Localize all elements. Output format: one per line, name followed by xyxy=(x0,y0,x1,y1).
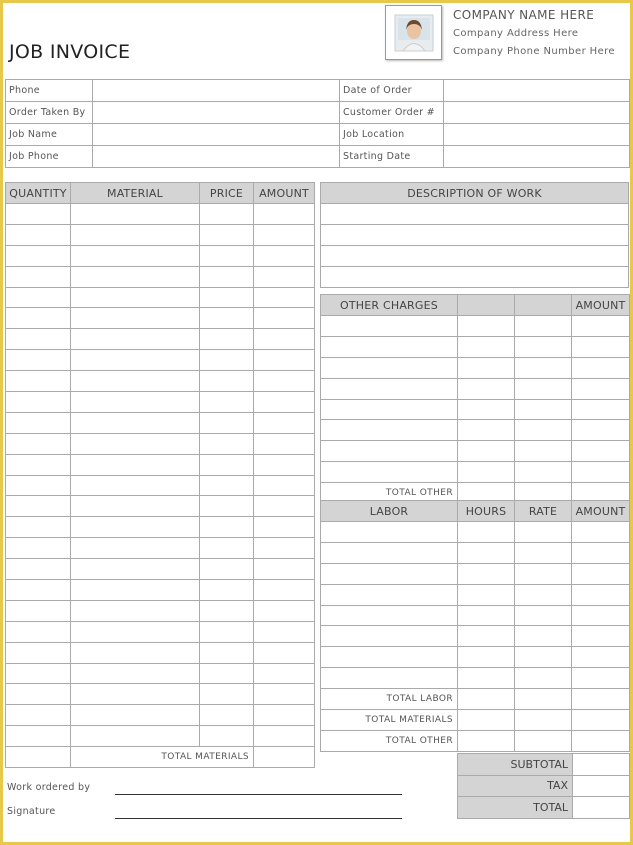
table-row xyxy=(6,600,315,621)
subtotal-field[interactable] xyxy=(573,754,630,776)
table-cell[interactable] xyxy=(71,350,200,371)
table-cell[interactable] xyxy=(515,420,572,441)
table-cell[interactable] xyxy=(71,266,200,287)
date-of-order-field[interactable] xyxy=(444,80,630,102)
subtotal-row xyxy=(458,754,630,776)
table-cell[interactable] xyxy=(71,204,200,225)
table-cell[interactable] xyxy=(200,350,254,371)
table-cell[interactable] xyxy=(71,621,200,642)
table-cell[interactable] xyxy=(321,462,458,483)
table-row xyxy=(321,626,630,647)
table-cell[interactable] xyxy=(71,496,200,517)
table-cell[interactable] xyxy=(458,542,515,563)
table-cell[interactable] xyxy=(254,287,315,308)
table-cell[interactable] xyxy=(458,626,515,647)
table-row xyxy=(321,245,629,266)
table-row xyxy=(321,266,629,287)
table-row xyxy=(6,287,315,308)
table-cell[interactable] xyxy=(515,441,572,462)
table-cell[interactable] xyxy=(321,647,458,668)
labor-body xyxy=(321,522,630,689)
table-cell[interactable] xyxy=(254,245,315,266)
table-cell[interactable] xyxy=(200,538,254,559)
info-label: Date of Order xyxy=(340,80,444,102)
table-cell[interactable] xyxy=(321,378,458,399)
table-cell[interactable] xyxy=(572,378,630,399)
table-row xyxy=(6,329,315,350)
table-cell[interactable] xyxy=(6,224,71,245)
table-cell[interactable] xyxy=(254,475,315,496)
table-cell[interactable] xyxy=(200,705,254,726)
table-cell[interactable] xyxy=(200,266,254,287)
table-cell[interactable] xyxy=(6,538,71,559)
table-cell[interactable] xyxy=(572,522,630,543)
tax-row xyxy=(458,775,630,797)
table-cell[interactable] xyxy=(321,357,458,378)
table-cell[interactable] xyxy=(254,600,315,621)
description-header: DESCRIPTION OF WORK xyxy=(321,183,629,204)
total-label: TOTAL xyxy=(458,797,573,819)
table-cell[interactable] xyxy=(458,647,515,668)
total-labor-field[interactable] xyxy=(572,689,630,710)
work-ordered-line[interactable] xyxy=(115,794,402,795)
table-cell[interactable] xyxy=(321,626,458,647)
table-cell[interactable] xyxy=(254,308,315,329)
table-cell[interactable] xyxy=(71,684,200,705)
other-charges-blank-header xyxy=(515,295,572,316)
table-row xyxy=(6,454,315,475)
table-cell[interactable] xyxy=(321,316,458,337)
table-cell[interactable] xyxy=(200,663,254,684)
table-cell[interactable] xyxy=(515,647,572,668)
table-cell[interactable] xyxy=(321,266,629,287)
table-cell[interactable] xyxy=(254,266,315,287)
table-row xyxy=(321,399,630,420)
table-cell[interactable] xyxy=(254,663,315,684)
table-row xyxy=(6,371,315,392)
table-cell[interactable] xyxy=(254,412,315,433)
materials-body xyxy=(6,204,315,747)
table-cell[interactable] xyxy=(572,668,630,689)
total-labor-label: TOTAL LABOR xyxy=(321,689,458,710)
table-cell[interactable] xyxy=(6,454,71,475)
table-cell[interactable] xyxy=(200,433,254,454)
table-cell[interactable] xyxy=(321,245,629,266)
table-cell[interactable] xyxy=(572,584,630,605)
amount-header: AMOUNT xyxy=(572,501,630,522)
totals-table xyxy=(457,753,630,819)
table-cell[interactable] xyxy=(515,462,572,483)
summary-other-label: TOTAL OTHER xyxy=(321,730,458,751)
table-cell[interactable] xyxy=(200,245,254,266)
table-row xyxy=(321,420,630,441)
description-header-row xyxy=(321,183,629,204)
table-row xyxy=(321,542,630,563)
table-cell[interactable] xyxy=(6,496,71,517)
summary-materials-row xyxy=(321,710,630,731)
table-cell[interactable] xyxy=(321,584,458,605)
table-cell[interactable] xyxy=(71,475,200,496)
table-cell[interactable] xyxy=(6,371,71,392)
materials-header-row xyxy=(6,183,315,204)
person-photo-icon xyxy=(394,14,434,52)
table-row xyxy=(321,224,629,245)
table-cell[interactable] xyxy=(321,336,458,357)
table-cell[interactable] xyxy=(71,559,200,580)
hours-header: HOURS xyxy=(458,501,515,522)
table-cell[interactable] xyxy=(458,316,515,337)
signature-line[interactable] xyxy=(115,818,402,819)
table-cell[interactable] xyxy=(6,392,71,413)
table-cell[interactable] xyxy=(458,399,515,420)
table-cell[interactable] xyxy=(71,371,200,392)
table-cell[interactable] xyxy=(200,412,254,433)
table-cell[interactable] xyxy=(6,204,71,225)
table-row xyxy=(6,475,315,496)
table-row xyxy=(6,308,315,329)
total-materials-field[interactable] xyxy=(254,747,315,768)
summary-materials-label: TOTAL MATERIALS xyxy=(321,710,458,731)
table-cell[interactable] xyxy=(71,412,200,433)
table-row xyxy=(6,266,315,287)
table-row xyxy=(321,336,630,357)
table-cell[interactable] xyxy=(200,224,254,245)
table-cell[interactable] xyxy=(6,287,71,308)
table-cell[interactable] xyxy=(458,336,515,357)
table-row xyxy=(321,584,630,605)
table-cell[interactable] xyxy=(515,357,572,378)
description-table xyxy=(320,182,629,288)
table-cell[interactable] xyxy=(572,563,630,584)
signature-label: Signature xyxy=(7,806,56,817)
table-cell[interactable] xyxy=(321,224,629,245)
table-row xyxy=(321,462,630,483)
table-row xyxy=(6,517,315,538)
table-row xyxy=(6,392,315,413)
material-header: MATERIAL xyxy=(71,183,200,204)
info-row xyxy=(6,80,630,102)
company-address: Company Address Here xyxy=(453,28,579,39)
table-cell[interactable] xyxy=(71,287,200,308)
table-cell[interactable] xyxy=(6,621,71,642)
info-label: Starting Date xyxy=(340,146,444,168)
job-location-field[interactable] xyxy=(444,124,630,146)
table-cell[interactable] xyxy=(572,647,630,668)
info-row xyxy=(6,102,630,124)
table-row xyxy=(6,538,315,559)
table-cell[interactable] xyxy=(6,663,71,684)
table-row xyxy=(321,522,630,543)
table-cell[interactable] xyxy=(6,266,71,287)
table-cell[interactable] xyxy=(6,350,71,371)
table-cell[interactable] xyxy=(321,420,458,441)
table-cell[interactable] xyxy=(321,204,629,225)
table-cell[interactable] xyxy=(458,420,515,441)
table-cell[interactable] xyxy=(6,559,71,580)
table-cell[interactable] xyxy=(458,584,515,605)
table-cell[interactable] xyxy=(200,392,254,413)
table-cell[interactable] xyxy=(572,626,630,647)
table-cell[interactable] xyxy=(515,584,572,605)
info-row xyxy=(6,146,630,168)
table-cell[interactable] xyxy=(6,308,71,329)
table-cell[interactable] xyxy=(572,399,630,420)
table-cell[interactable] xyxy=(6,684,71,705)
table-cell[interactable] xyxy=(200,517,254,538)
table-cell[interactable] xyxy=(254,517,315,538)
table-cell[interactable] xyxy=(254,684,315,705)
table-cell[interactable] xyxy=(515,378,572,399)
table-cell[interactable] xyxy=(321,542,458,563)
table-row xyxy=(6,496,315,517)
table-cell[interactable] xyxy=(254,580,315,601)
labor-header: LABOR xyxy=(321,501,458,522)
table-cell[interactable] xyxy=(458,522,515,543)
table-row xyxy=(6,412,315,433)
table-cell[interactable] xyxy=(200,642,254,663)
table-cell[interactable] xyxy=(572,542,630,563)
table-cell[interactable] xyxy=(6,600,71,621)
table-row xyxy=(321,605,630,626)
labor-header-row xyxy=(321,501,630,522)
amount-header: AMOUNT xyxy=(254,183,315,204)
table-cell[interactable] xyxy=(254,224,315,245)
table-cell[interactable] xyxy=(71,600,200,621)
table-cell[interactable] xyxy=(515,399,572,420)
table-cell[interactable] xyxy=(200,726,254,747)
table-cell[interactable] xyxy=(6,726,71,747)
table-cell[interactable] xyxy=(572,441,630,462)
total-materials-label: TOTAL MATERIALS xyxy=(71,747,254,768)
table-row xyxy=(6,224,315,245)
table-row xyxy=(6,245,315,266)
total-row xyxy=(458,797,630,819)
table-row xyxy=(6,642,315,663)
summary-other-row xyxy=(321,730,630,751)
table-cell[interactable] xyxy=(458,378,515,399)
table-cell[interactable] xyxy=(572,605,630,626)
table-cell[interactable] xyxy=(200,454,254,475)
labor-table xyxy=(320,500,630,752)
table-cell[interactable] xyxy=(254,433,315,454)
table-row xyxy=(321,378,630,399)
table-cell[interactable] xyxy=(200,308,254,329)
table-row xyxy=(321,357,630,378)
table-cell[interactable] xyxy=(200,621,254,642)
materials-total-row xyxy=(6,747,315,768)
total-other-label: TOTAL OTHER xyxy=(321,483,458,504)
table-cell[interactable] xyxy=(515,542,572,563)
table-cell[interactable] xyxy=(458,563,515,584)
table-row xyxy=(321,316,630,337)
table-cell[interactable] xyxy=(71,642,200,663)
other-charges-blank-header xyxy=(458,295,515,316)
table-cell[interactable] xyxy=(515,522,572,543)
starting-date-field[interactable] xyxy=(444,146,630,168)
table-cell[interactable] xyxy=(254,559,315,580)
table-cell[interactable] xyxy=(254,621,315,642)
other-charges-header-row xyxy=(321,295,630,316)
materials-table xyxy=(5,182,315,768)
table-cell[interactable] xyxy=(458,462,515,483)
price-header: PRICE xyxy=(200,183,254,204)
table-cell[interactable] xyxy=(321,522,458,543)
table-row xyxy=(6,204,315,225)
table-cell[interactable] xyxy=(321,605,458,626)
quantity-header: QUANTITY xyxy=(6,183,71,204)
table-cell[interactable] xyxy=(572,462,630,483)
table-cell[interactable] xyxy=(254,454,315,475)
table-cell[interactable] xyxy=(458,357,515,378)
table-cell[interactable] xyxy=(254,642,315,663)
table-cell[interactable] xyxy=(71,538,200,559)
amount-header: AMOUNT xyxy=(572,295,630,316)
table-cell[interactable] xyxy=(71,663,200,684)
table-row xyxy=(6,663,315,684)
table-row xyxy=(6,684,315,705)
table-cell[interactable] xyxy=(254,329,315,350)
table-cell[interactable] xyxy=(200,371,254,392)
table-cell[interactable] xyxy=(71,245,200,266)
table-row xyxy=(6,350,315,371)
table-cell[interactable] xyxy=(71,454,200,475)
info-label: Order Taken By xyxy=(6,102,93,124)
table-cell[interactable] xyxy=(321,399,458,420)
phone-field[interactable] xyxy=(93,80,340,102)
table-cell[interactable] xyxy=(254,726,315,747)
table-cell[interactable] xyxy=(515,668,572,689)
table-cell[interactable] xyxy=(71,726,200,747)
total-field[interactable] xyxy=(573,797,630,819)
table-cell[interactable] xyxy=(200,496,254,517)
table-cell[interactable] xyxy=(321,441,458,462)
table-cell[interactable] xyxy=(6,245,71,266)
table-cell[interactable] xyxy=(71,224,200,245)
table-row xyxy=(6,705,315,726)
table-cell[interactable] xyxy=(458,668,515,689)
job-phone-field[interactable] xyxy=(93,146,340,168)
table-cell[interactable] xyxy=(71,392,200,413)
summary-materials-field[interactable] xyxy=(572,710,630,731)
table-row xyxy=(6,621,315,642)
other-charges-header: OTHER CHARGES xyxy=(321,295,458,316)
table-row xyxy=(6,580,315,601)
tax-label: TAX xyxy=(458,775,573,797)
table-cell[interactable] xyxy=(71,329,200,350)
table-cell[interactable] xyxy=(71,705,200,726)
table-cell[interactable] xyxy=(254,705,315,726)
table-cell[interactable] xyxy=(254,204,315,225)
order-taken-by-field[interactable] xyxy=(93,102,340,124)
table-cell[interactable] xyxy=(254,371,315,392)
other-charges-body xyxy=(321,316,630,483)
table-cell[interactable] xyxy=(71,580,200,601)
table-cell[interactable] xyxy=(200,475,254,496)
table-cell[interactable] xyxy=(71,308,200,329)
table-cell[interactable] xyxy=(254,496,315,517)
info-label: Phone xyxy=(6,80,93,102)
description-body xyxy=(321,204,629,288)
table-row xyxy=(6,726,315,747)
info-label: Job Name xyxy=(6,124,93,146)
subtotal-label: SUBTOTAL xyxy=(458,754,573,776)
info-label: Job Phone xyxy=(6,146,93,168)
info-row xyxy=(6,124,630,146)
info-label: Job Location xyxy=(340,124,444,146)
table-cell[interactable] xyxy=(572,420,630,441)
table-cell[interactable] xyxy=(515,336,572,357)
summary-other-field[interactable] xyxy=(572,730,630,751)
table-cell[interactable] xyxy=(71,433,200,454)
work-ordered-label: Work ordered by xyxy=(7,782,91,793)
table-cell[interactable] xyxy=(6,517,71,538)
customer-order-field[interactable] xyxy=(444,102,630,124)
table-cell[interactable] xyxy=(6,705,71,726)
table-row xyxy=(321,647,630,668)
job-info-table xyxy=(5,79,630,168)
tax-field[interactable] xyxy=(573,775,630,797)
table-cell[interactable] xyxy=(6,475,71,496)
table-row xyxy=(321,668,630,689)
table-cell[interactable] xyxy=(572,316,630,337)
job-name-field[interactable] xyxy=(93,124,340,146)
page-title: JOB INVOICE xyxy=(9,41,131,63)
table-cell[interactable] xyxy=(458,605,515,626)
table-row xyxy=(6,559,315,580)
table-cell[interactable] xyxy=(515,626,572,647)
table-cell[interactable] xyxy=(200,329,254,350)
table-cell[interactable] xyxy=(200,559,254,580)
table-cell[interactable] xyxy=(200,684,254,705)
table-row xyxy=(321,204,629,225)
table-cell[interactable] xyxy=(6,329,71,350)
table-cell[interactable] xyxy=(572,336,630,357)
table-cell[interactable] xyxy=(6,642,71,663)
table-cell[interactable] xyxy=(458,441,515,462)
company-name: COMPANY NAME HERE xyxy=(453,8,595,22)
rate-header: RATE xyxy=(515,501,572,522)
table-cell[interactable] xyxy=(321,668,458,689)
table-row xyxy=(6,433,315,454)
table-cell[interactable] xyxy=(6,433,71,454)
table-cell[interactable] xyxy=(515,316,572,337)
table-cell[interactable] xyxy=(200,580,254,601)
table-cell[interactable] xyxy=(254,392,315,413)
table-cell[interactable] xyxy=(254,350,315,371)
table-cell[interactable] xyxy=(200,204,254,225)
table-row xyxy=(321,563,630,584)
table-cell[interactable] xyxy=(254,538,315,559)
table-cell[interactable] xyxy=(572,357,630,378)
table-cell[interactable] xyxy=(515,563,572,584)
table-cell[interactable] xyxy=(321,563,458,584)
total-labor-row xyxy=(321,689,630,710)
table-cell[interactable] xyxy=(6,412,71,433)
table-row xyxy=(321,441,630,462)
table-cell[interactable] xyxy=(515,605,572,626)
other-charges-table xyxy=(320,294,630,504)
info-label: Customer Order # xyxy=(340,102,444,124)
table-cell[interactable] xyxy=(71,517,200,538)
table-cell[interactable] xyxy=(200,287,254,308)
company-logo xyxy=(385,5,442,60)
table-cell[interactable] xyxy=(6,580,71,601)
company-phone: Company Phone Number Here xyxy=(453,46,615,57)
table-cell[interactable] xyxy=(200,600,254,621)
